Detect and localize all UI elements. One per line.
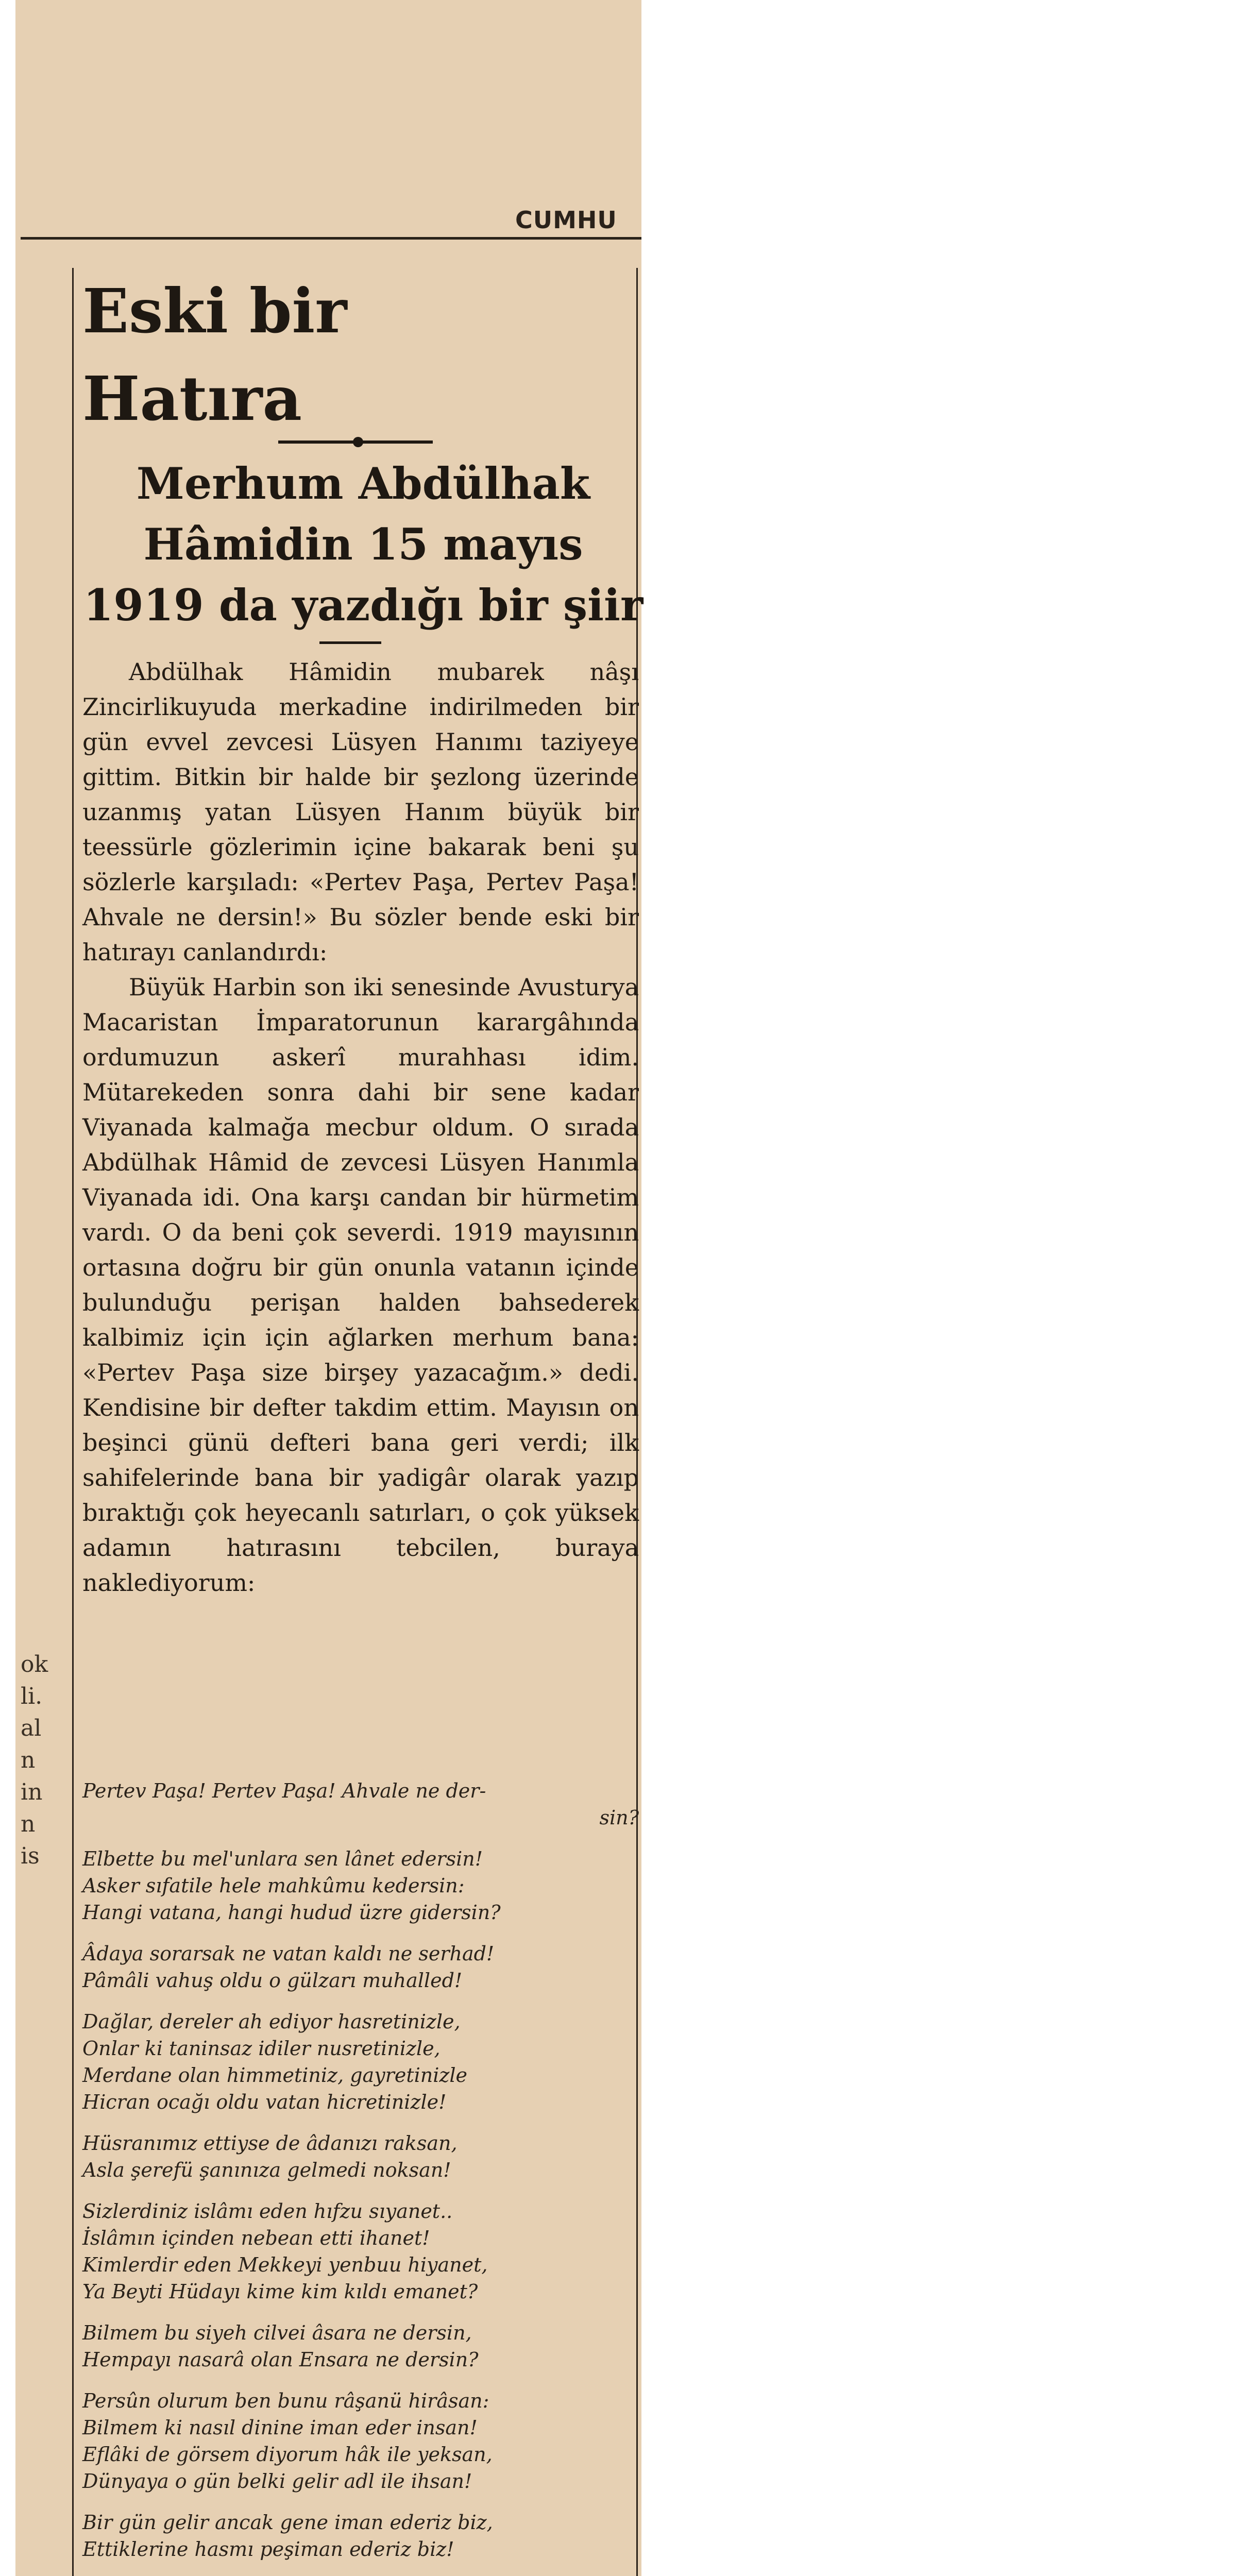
intro-paragraph-2: Büyük Harbin son iki senesinde Avusturya Macaristan İmparatorunun karargâhında ordumuzun askerî murahhası idim. Mütarekeden sonra dahi bir sene kadar Viyanada kalmağa mecbur oldum. O sırada Abdülhak Hâmid de zevcesi Lüsyen Hanımla Viyanada idi. Ona karşı candan bir hürmetim vardı. O da beni çok severdi. 1919 mayısının ortasına doğru bir gün onunla vatanın içinde bulunduğu perişan halden bahsederek kalbimiz için için ağlarken merhum bana: «Pertev Paşa size birşey yazacağım.» dedi. Kendisine bir defter takdim ettim. Mayısın on beşinci günü defteri bana geri verdi; ilk sahifelerinde bana bir yadigâr olarak yazıp bıraktığı çok heyecanlı satırları, o çok yüksek adamın hatırasını tebcilen, buraya naklediyorum: (82, 973, 639, 1597)
margin-fragment-text: n (21, 1747, 36, 1773)
poem-line: Sizlerdiniz islâmı eden hıfzu sıyanet.. (82, 2200, 453, 2223)
poem-stanza (82, 1777, 639, 1831)
poem-stanza (82, 2509, 639, 2563)
poem-line: Bir gün gelir ancak gene iman ederiz biz, (82, 2511, 493, 2534)
poem-line: Hicran ocağı oldu vatan hicretinizle! (82, 2091, 447, 2113)
poem-line: Eflâki de görsem diyorum hâk ile yeksan, (82, 2443, 493, 2466)
poem-line: Pâmâli vahuş oldu o gülzarı muhalled! (82, 1969, 463, 1992)
poem-line: Pertev Paşa! Pertev Paşa! Ahvale ne der- (82, 1780, 486, 1802)
margin-fragment-text: in (21, 1779, 43, 1805)
poem-line: Asla şerefü şanınıza gelmedi noksan! (82, 2159, 451, 2181)
column-rule-left (72, 268, 74, 2576)
poem-line: Elbette bu mel'unlara sen lânet edersin! (82, 1848, 483, 1870)
poem-line: Bilmem bu siyeh cilvei âsara ne dersin, (82, 2321, 472, 2344)
poem-stanza (82, 2130, 639, 2183)
margin-fragment (21, 1649, 72, 1872)
poem-line: Dünyaya o gün belki gelir adl ile ihsan! (82, 2470, 472, 2493)
poem-line: Ettiklerine hasmı peşiman ederiz biz! (82, 2538, 454, 2561)
poem-line: Hempayı nasarâ olan Ensara ne dersin? (82, 2348, 479, 2371)
title-divider (278, 440, 433, 444)
poem-line: sin? (599, 1806, 639, 1829)
poem-line: Merdane olan himmetiniz, gayretinizle (82, 2064, 468, 2087)
poem-stanza (82, 2319, 639, 2373)
article-subtitle: Merhum Abdülhak Hâmidin 15 mayıs 1919 da yazdığı bir şiir (83, 458, 644, 631)
masthead: CUMHU (515, 206, 617, 234)
poem-line: Onlar ki taninsaz idiler nusretinizle, (82, 2037, 441, 2060)
margin-fragment-text: is (21, 1843, 40, 1869)
poem-line: Ya Beyti Hüdayı kime kim kıldı emanet? (82, 2280, 478, 2303)
poem (82, 1777, 639, 2576)
article-title-line-2: Hatıra (82, 363, 302, 434)
poem-line: Asker sıfatile hele mahkûmu kedersin: (82, 1874, 465, 1897)
poem-stanza (82, 2198, 639, 2305)
margin-fragment-text: li. (21, 1683, 43, 1709)
intro-text (82, 654, 639, 1600)
poem-line: Hüsranımız ettiyse de âdanızı raksan, (82, 2132, 458, 2155)
margin-fragment-text: n (21, 1811, 36, 1837)
margin-fragment-text: al (21, 1715, 42, 1741)
masthead-rule (21, 237, 641, 240)
poem-line: Persûn olurum ben bunu râşanü hirâsan: (82, 2389, 489, 2412)
poem-stanza (82, 2008, 639, 2115)
margin-fragment-text: ok (21, 1651, 48, 1677)
poem-line: Bilmem ki nasıl dinine iman eder insan! (82, 2416, 478, 2439)
poem-line: Kimlerdir eden Mekkeyi yenbuu hiyanet, (82, 2253, 488, 2276)
poem-line: Dağlar, dereler ah ediyor hasretinizle, (82, 2010, 461, 2033)
poem-stanza (82, 1940, 639, 1994)
intro-paragraph-1: Abdülhak Hâmidin mubarek nâşı Zincirlikuyuda merkadine indirilmeden bir gün evvel zevcesi Lüsyen Hanımı taziyeye gittim. Bitkin bir halde bir şezlong üzerinde uzanmış yatan Lüsyen Hanım büyük bir teessürle gözlerimin içine bakarak beni şu sözlerle karşıladı: «Pertev Paşa, Pertev Paşa! Ahvale ne dersin!» Bu sözler bende eski bir hatırayı canlandırdı: (82, 658, 639, 966)
poem-stanza (82, 1845, 639, 1926)
subtitle-divider (319, 641, 381, 644)
poem-line: Hangi vatana, hangi hudud üzre gidersin? (82, 1901, 501, 1924)
poem-stanza (82, 2387, 639, 2495)
poem-line: Âdaya sorarsak ne vatan kaldı ne serhad! (82, 1942, 495, 1965)
poem-line: İslâmın içinden nebean etti ihanet! (82, 2227, 430, 2249)
article-title-line-1: Eski bir (82, 275, 347, 347)
